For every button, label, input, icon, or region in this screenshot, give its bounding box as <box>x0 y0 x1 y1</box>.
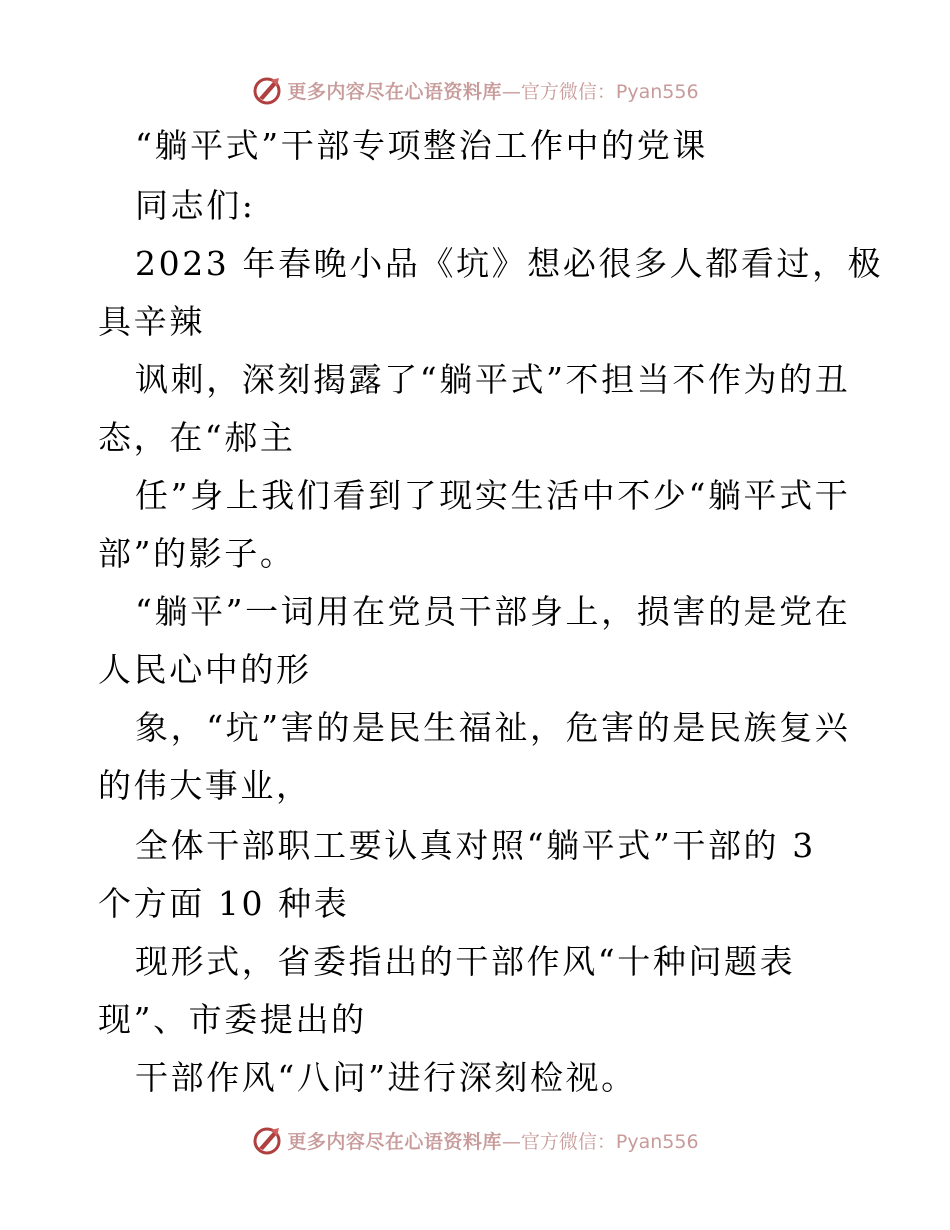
paragraph-line: 全体干部职工要认真对照“躺平式”干部的 3 <box>135 826 816 865</box>
watermark-text: 更多内容尽在心语资料库 <box>287 1130 502 1153</box>
pen-logo-icon <box>251 74 283 106</box>
paragraph-line: 干部作风“八问”进行深刻检视。 <box>135 1058 637 1097</box>
pen-logo-icon <box>251 1124 283 1156</box>
paragraph-line: 部”的影子。 <box>98 534 296 573</box>
paragraph-line: 个方面 10 种表 <box>98 884 350 923</box>
footer-watermark <box>0 1120 950 1160</box>
watermark-text: 更多内容尽在心语资料库 <box>287 80 502 103</box>
header-watermark <box>0 70 950 110</box>
paragraph-line: 2023 年春晚小品《坑》想必很多人都看过，极 <box>135 244 884 283</box>
paragraph-line: 象，“坑”害的是民生福祉，危害的是民族复兴 <box>135 708 851 747</box>
paragraph-line: 具辛辣 <box>98 302 205 341</box>
paragraph-line: “躺平”一词用在党员干部身上，损害的是党在 <box>135 592 851 631</box>
paragraph-line: 人民心中的形 <box>98 650 312 689</box>
paragraph-line: 讽刺，深刻揭露了“躺平式”不担当不作为的丑 <box>135 360 851 399</box>
paragraph-line: 态，在“郝主 <box>98 418 296 457</box>
watermark-wechat: —官方微信：Pyan556 <box>501 80 699 103</box>
watermark-wechat: —官方微信：Pyan556 <box>501 1130 699 1153</box>
paragraph-line: 的伟大事业， <box>98 766 312 805</box>
paragraph-line: 现”、市委提出的 <box>98 1000 367 1039</box>
paragraph-line: 现形式，省委指出的干部作风“十种问题表 <box>135 942 796 981</box>
paragraph-line: 任”身上我们看到了现实生活中不少“躺平式干 <box>135 476 851 515</box>
paragraph-line: 同志们: <box>135 186 256 225</box>
document-title: “躺平式”干部专项整治工作中的党课 <box>135 126 708 165</box>
